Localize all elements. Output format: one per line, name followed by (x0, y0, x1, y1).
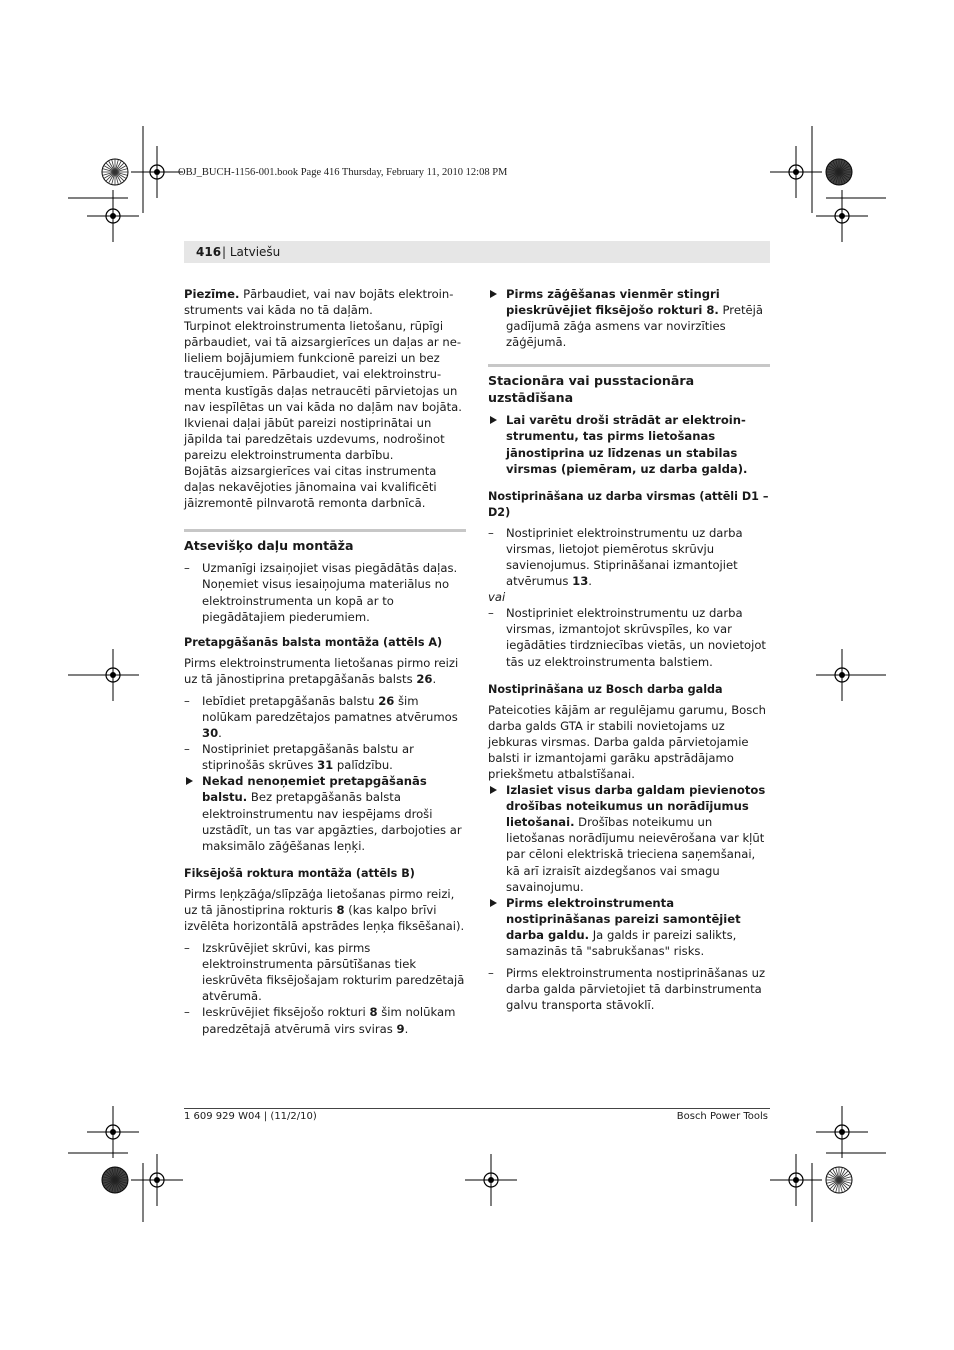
crosshair-dot (793, 169, 799, 175)
list-item: – Nostipriniet elektroinstrumentu uz darba virsmas, izmantojot skrūvspīles, ko var iegādāties tirdzniecības vietās, un novietojot tās uz elektroinstrumenta balstiem. (488, 605, 770, 669)
or-separator: vai (488, 590, 506, 605)
list-item: – Uzmanīgi izsaiņojiet visas piegādātās daļas. Noņemiet visus iesaiņojuma materiālus no elektroinstrumenta un kopā ar to piegādātajiem piederumiem. (184, 560, 466, 624)
subheading-lock: Fiksējošā roktura montāža (attēls B) (184, 866, 415, 880)
crosshair-dot (488, 1177, 494, 1183)
crosshair-dot (839, 213, 845, 219)
warning-triangle-icon (490, 290, 497, 298)
text-span: Pirms elektroinstrumenta lietošanas pirmo reizi uz tā jānostiprina pretapgāšanās balsts (184, 655, 459, 686)
crosshair-dot (154, 169, 160, 175)
list-item (184, 693, 466, 741)
subheading-bosch-table: Nostiprināšana uz Bosch darba galda (488, 682, 723, 696)
warning-triangle-icon (490, 899, 497, 907)
text-span: . (432, 671, 437, 686)
text-span: . (588, 574, 592, 589)
color-wheel-icon (102, 1167, 128, 1193)
list-item (184, 741, 466, 773)
body-paragraph: Bojātās aizsargierīces vai citas instrumenta daļas nekavējoties jānomaina vai kvalificēti jāizremontē pilnvarotā remonta darbnīcā. (184, 464, 437, 511)
warning-bold-text: Nekad nenoņemiet pretapgāšanās balstu. (202, 774, 427, 805)
note-label: Piezīme. (184, 287, 240, 301)
part-number: 9 (396, 1021, 405, 1036)
warning-item (488, 286, 770, 350)
warning-bold-text: Lai varētu droši strādāt ar elektroinstrumentu, tas pirms lietošanas jānostiprina uz līdzenas un stabilas virsmas (piemēram, uz darba galda). (506, 413, 748, 476)
part-number: 31 (317, 758, 334, 773)
text-span: Nostipriniet pretapgāšanās balstu ar stiprinošās skrūves (202, 742, 414, 773)
footer-brand: Bosch Power Tools (676, 1111, 768, 1122)
text-span: Nostipriniet elektroinstrumentu uz darba virsmas, lietojot piemērotus skrūvju savienojumus. Stiprināšanai izmantojiet atvērumus (506, 525, 743, 589)
crosshair-dot (839, 1129, 845, 1135)
text-span: šim nolūkam paredzētajā atvērumā virs sviras (202, 1005, 456, 1036)
right-column (488, 286, 770, 1013)
text-span: Pirms leņķzāģa/slīpzāģa lietošanas pirmo reizi, uz tā jānostiprina rokturis (184, 886, 455, 917)
header-language: | Latviešu (222, 245, 281, 259)
section-heading-mount: Stacionāra vai pusstacionāra uzstādīšana (488, 364, 770, 406)
color-wheel-icon (826, 159, 852, 185)
page-header-bar (184, 241, 770, 263)
crosshair-dot (110, 213, 116, 219)
section-heading-assembly: Atsevišķo daļu montāža (184, 529, 466, 554)
warning-triangle-icon (186, 777, 193, 785)
part-number: 8 (369, 1005, 378, 1020)
list-item (488, 525, 770, 589)
text-span: šim nolūkam paredzētajos pamatnes atvērumos (202, 693, 458, 724)
warning-text: Drošības noteikumu un lietošanas norādījumu neievērošana var kļūt par cēloni elektriskā trieciena saņemšanai, kā arī izraisīt aizdegšanos vai smagu savainojumu. (506, 815, 765, 894)
left-column (184, 286, 466, 1037)
body-paragraph: Turpinot elektroinstrumenta lietošanu, rūpīgi pārbaudiet, vai tā aizsargierīces un daļas ar nelieliem bojājumiem funkcionē pareizi un bez traucējumiem. Pārbaudiet, vai elektroinstrumenta kustīgās daļas netraucēti pārvietojas un nav iespīlētas un vai kāda no daļām nav bojāta. Ikvienai daļai jābūt pareizi nostiprinātai un jāpilda tai paredzētais uzdevums, nodrošinot pareizu elektroinstrumenta darbību. (184, 319, 462, 462)
footer-doc-number: 1 609 929 W04 | (11/2/10) (184, 1111, 317, 1122)
text-span: . (404, 1021, 409, 1036)
color-wheel-icon (826, 1167, 852, 1193)
warning-bold-text: Pirms elektroinstrumenta nostiprināšanas pareizi samontējiet darba galdu. (506, 895, 741, 942)
warning-item (488, 895, 770, 959)
text-span: Iebīdiet pretapgāšanās balstu (202, 693, 379, 708)
text-span: (kas kalpo brīvi izvēlēta horizontālā apstrādes leņķa fiksēšanai). (184, 902, 465, 933)
part-number: 26 (378, 693, 395, 708)
part-number: 13 (572, 574, 589, 589)
part-number: 26 (416, 671, 433, 686)
list-item (184, 1004, 466, 1036)
note-paragraph (184, 286, 466, 318)
footer-rule (184, 1108, 770, 1109)
crosshair-dot (154, 1177, 160, 1183)
text-span: . (218, 726, 222, 741)
text-span: palīdzību. (333, 758, 393, 773)
body-paragraph: Pateicoties kājām ar regulējamu garumu, Bosch darba galds GTA ir stabili novietojams uz jebkuras virsmas. Darba galda pārvietojamie balsti ir izmantojami garāku apstrādājamo priekšmetu atbalstīšanai. (488, 702, 767, 781)
part-number: 30 (202, 726, 219, 741)
warning-text: Pretējā gadījumā zāģa asmens var novirzīties zāģējumā. (506, 303, 763, 350)
crosshair-dot (793, 1177, 799, 1183)
warning-item (488, 782, 770, 895)
body-paragraph (184, 655, 466, 687)
text-span: Ieskrūvējiet fiksējošo rokturi (202, 1005, 370, 1020)
warning-bold-text: Izlasiet visus darba galdam pievienotos drošības noteikumus un norādījumus lietošanai. (506, 783, 766, 830)
warning-item (184, 773, 466, 853)
warning-text: Bez pretapgāšanās balsta elektroinstrumentu nav iespējams droši uzstādīt, un tas var apgāzties, darbojoties ar maksimālo zāģēšanas leņķi. (202, 790, 462, 853)
subheading-support: Pretapgāšanās balsta montāža (attēls A) (184, 635, 443, 649)
body-paragraph (184, 886, 466, 934)
warning-text: Ja galds ir pareizi salikts, samazinās tā "sabrukšanas" risks. (506, 927, 737, 958)
page-number: 416 (196, 245, 222, 259)
warning-triangle-icon (490, 786, 497, 794)
subheading-surface: Nostiprināšana uz darba virsmas (attēli D1 – D2) (488, 489, 769, 519)
warning-bold-text: Pirms zāģēšanas vienmēr stingri pieskrūvējiet fiksējošo rokturi 8. (506, 287, 720, 318)
crosshair-dot (110, 1129, 116, 1135)
color-wheel-icon (102, 159, 128, 185)
warning-item (488, 412, 770, 476)
list-item: – Izskrūvējiet skrūvi, kas pirms elektroinstrumenta pārsūtīšanas tiek ieskrūvēta fiksējošajam rokturim paredzētajā atvērumā. (184, 940, 466, 1004)
list-item: – Pirms elektroinstrumenta nostiprināšanas uz darba galda pārvietojiet tā darbinstrumenta galvu transporta stāvoklī. (488, 965, 770, 1013)
file-info-line: OBJ_BUCH-1156-001.book Page 416 Thursday, February 11, 2010 12:08 PM (178, 167, 508, 178)
warning-triangle-icon (490, 416, 497, 424)
note-text: Pārbaudiet, vai nav bojāts elektroinstruments vai kāda no tā daļām. (184, 287, 454, 318)
part-number: 8 (336, 902, 345, 917)
